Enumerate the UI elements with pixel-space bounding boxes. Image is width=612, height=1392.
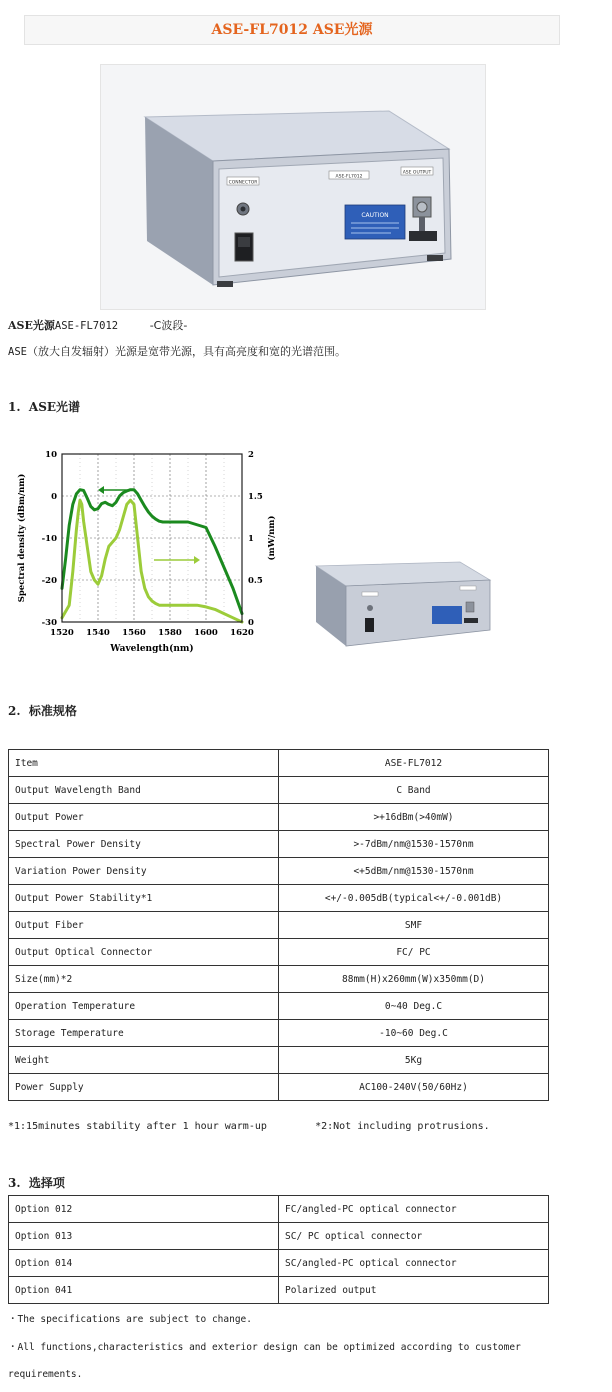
spec-value-cell: 88mm(H)x260mm(W)x350mm(D) — [279, 966, 549, 993]
footnote-2: *2:Not including protrusions. — [315, 1121, 490, 1132]
spec-label-cell: Output Power Stability*1 — [9, 885, 279, 912]
spec-label-cell: Output Wavelength Band — [9, 777, 279, 804]
options-table — [8, 1195, 549, 1304]
spec-label-cell: Output Optical Connector — [9, 939, 279, 966]
footnote-1: *1:15minutes stability after 1 hour warm-up — [8, 1121, 267, 1132]
x-tick-label: 1520 — [50, 628, 74, 638]
x-tick-label: 1580 — [158, 628, 182, 638]
page-title: ASE-FL7012 ASE光源 — [24, 15, 560, 45]
ase-device-small-image — [310, 556, 492, 650]
spec-label-cell: Output Fiber — [9, 912, 279, 939]
section-heading-options: 3. 选择项 — [8, 1176, 65, 1190]
note-2: ・All functions,characteristics and exterior design can be optimized according to customer requirements. — [8, 1342, 521, 1380]
spec-row — [9, 804, 549, 831]
option-value-cell: FC/angled-PC optical connector — [279, 1196, 549, 1223]
option-value-cell: SC/angled-PC optical connector — [279, 1250, 549, 1277]
side-product-photo — [310, 556, 492, 650]
x-tick-label: 1560 — [122, 628, 146, 638]
spec-label-cell: Storage Temperature — [9, 1020, 279, 1047]
device-label-left: CONNECTOR — [228, 180, 258, 186]
spec-row — [9, 1020, 549, 1047]
y-tick-label-right: 0.5 — [248, 576, 263, 586]
device-label-mid: ASE-FL7012 — [335, 174, 363, 180]
x-tick-label: 1600 — [194, 628, 218, 638]
spec-label-cell: Size(mm)*2 — [9, 966, 279, 993]
option-label-cell: Option 012 — [9, 1196, 279, 1223]
spec-value-cell: 5Kg — [279, 1047, 549, 1074]
y-tick-label-left: 10 — [45, 450, 57, 460]
spec-row — [9, 777, 549, 804]
x-tick-label: 1620 — [230, 628, 254, 638]
spec-label-cell: Power Supply — [9, 1074, 279, 1101]
y-tick-label-left: -20 — [41, 576, 57, 586]
y-tick-label-left: 0 — [51, 492, 57, 502]
intro-band: -C波段- — [149, 319, 188, 332]
footnotes — [8, 1121, 490, 1132]
spec-label-cell: Output Power — [9, 804, 279, 831]
option-row — [9, 1250, 549, 1277]
option-row — [9, 1277, 549, 1304]
spec-label-cell: Operation Temperature — [9, 993, 279, 1020]
y-tick-label-left: -30 — [41, 618, 57, 628]
y-axis-label-left: Spectral density (dBm/nm) — [17, 473, 27, 603]
spec-row — [9, 750, 549, 777]
spec-row — [9, 939, 549, 966]
spec-row — [9, 885, 549, 912]
description-text: （放大自发辐射）光源是宽带光源，具有高亮度和宽的光谱范围。 — [26, 345, 346, 358]
spec-row — [9, 1074, 549, 1101]
spec-value-cell: ASE-FL7012 — [279, 750, 549, 777]
right-axis-arrow — [154, 556, 200, 564]
spec-label-cell: Item — [9, 750, 279, 777]
intro-model: ASE-FL7012 — [54, 320, 119, 332]
x-tick-label: 1540 — [86, 628, 110, 638]
section-heading-spectrum: 1. ASE光谱 — [8, 400, 81, 414]
spec-value-cell: <+/-0.005dB(typical<+/-0.001dB) — [279, 885, 549, 912]
spec-row — [9, 858, 549, 885]
spec-value-cell: SMF — [279, 912, 549, 939]
spec-value-cell: >+16dBm(>40mW) — [279, 804, 549, 831]
spec-row — [9, 912, 549, 939]
ase-device-image — [101, 65, 487, 311]
y-tick-label-right: 2 — [248, 450, 254, 460]
x-axis-label: Wavelength(nm) — [110, 644, 194, 654]
option-value-cell: Polarized output — [279, 1277, 549, 1304]
intro-line — [8, 317, 187, 333]
spec-value-cell: >-7dBm/nm@1530-1570nm — [279, 831, 549, 858]
spec-value-cell: AC100-240V(50/60Hz) — [279, 1074, 549, 1101]
intro-bold: ASE光源 — [8, 319, 55, 332]
spec-row — [9, 966, 549, 993]
y-tick-label-right: 1.5 — [248, 492, 263, 502]
option-label-cell: Option 014 — [9, 1250, 279, 1277]
spec-label-cell: Spectral Power Density — [9, 831, 279, 858]
left-axis-arrow — [98, 486, 134, 494]
product-photo — [100, 64, 486, 310]
option-label-cell: Option 013 — [9, 1223, 279, 1250]
spec-value-cell: -10~60 Deg.C — [279, 1020, 549, 1047]
ase-spectrum-chart — [12, 440, 284, 660]
spec-row — [9, 993, 549, 1020]
spec-row — [9, 1047, 549, 1074]
spec-value-cell: 0~40 Deg.C — [279, 993, 549, 1020]
spec-table — [8, 749, 549, 1101]
y-tick-label-right: 1 — [248, 534, 254, 544]
description — [8, 343, 346, 359]
spec-value-cell: <+5dBm/nm@1530-1570nm — [279, 858, 549, 885]
y-tick-label-left: -10 — [41, 534, 57, 544]
spec-label-cell: Variation Power Density — [9, 858, 279, 885]
section-heading-spec: 2. 标准规格 — [8, 704, 77, 718]
y-axis-label-right: (mW/nm) — [267, 515, 277, 561]
spec-value-cell: C Band — [279, 777, 549, 804]
option-row — [9, 1223, 549, 1250]
description-prefix: ASE — [8, 346, 27, 358]
spec-label-cell: Weight — [9, 1047, 279, 1074]
device-caution-label: CAUTION — [361, 212, 389, 219]
option-value-cell: SC/ PC optical connector — [279, 1223, 549, 1250]
spec-row — [9, 831, 549, 858]
option-label-cell: Option 041 — [9, 1277, 279, 1304]
spec-value-cell: FC/ PC — [279, 939, 549, 966]
y-tick-label-right: 0 — [248, 618, 254, 628]
option-row — [9, 1196, 549, 1223]
note-1: ・The specifications are subject to change. — [8, 1314, 252, 1325]
device-label-right: ASE OUTPUT — [402, 170, 432, 176]
